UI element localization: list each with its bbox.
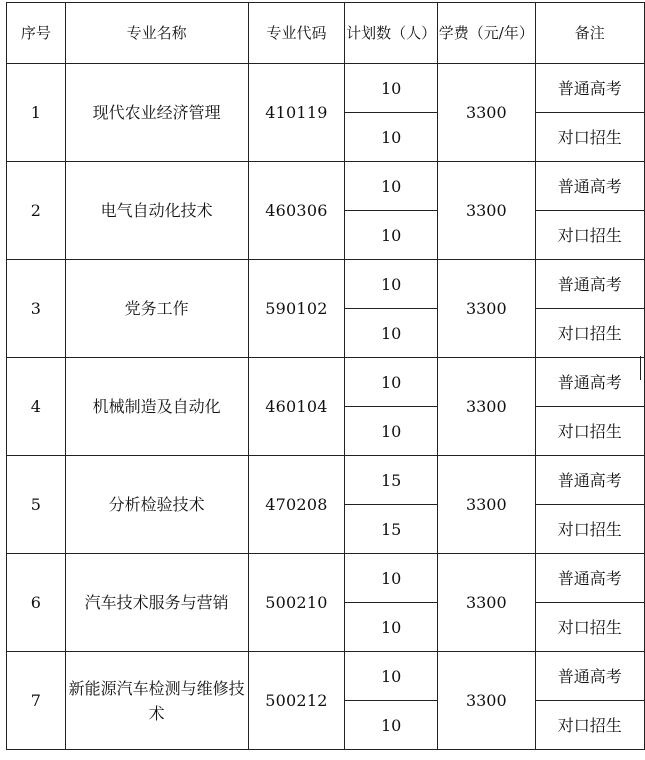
major-name: 机械制造及自动化 (65, 358, 248, 456)
admission-note: 普通高考 (535, 162, 644, 211)
tuition-fee: 3300 (438, 456, 536, 554)
major-name: 现代农业经济管理 (65, 64, 248, 162)
major-code: 470208 (248, 456, 345, 554)
major-code: 590102 (248, 260, 345, 358)
admission-note: 普通高考 (535, 260, 644, 309)
tuition-fee: 3300 (438, 260, 536, 358)
tuition-fee: 3300 (438, 652, 536, 750)
table-row (7, 358, 645, 407)
header-code: 专业代码 (248, 3, 345, 64)
table-row (7, 162, 645, 211)
major-code: 500212 (248, 652, 345, 750)
major-code: 500210 (248, 554, 345, 652)
table-row (7, 652, 645, 701)
header-fee: 学费（元/年） (438, 3, 536, 64)
edge-mark (640, 356, 641, 380)
major-code: 460104 (248, 358, 345, 456)
table-row (7, 64, 645, 113)
major-code: 460306 (248, 162, 345, 260)
admission-note: 普通高考 (535, 456, 644, 505)
major-name: 分析检验技术 (65, 456, 248, 554)
tuition-fee: 3300 (438, 358, 536, 456)
plan-count: 10 (345, 554, 438, 603)
table-row (7, 456, 645, 505)
tuition-fee: 3300 (438, 554, 536, 652)
table-row (7, 260, 645, 309)
plan-count: 10 (345, 358, 438, 407)
tuition-fee: 3300 (438, 64, 536, 162)
table-row (7, 554, 645, 603)
enrollment-table (6, 2, 645, 750)
admission-note: 普通高考 (535, 554, 644, 603)
row-number: 7 (7, 652, 66, 750)
row-number: 1 (7, 64, 66, 162)
plan-count: 15 (345, 456, 438, 505)
row-number: 6 (7, 554, 66, 652)
plan-count: 10 (345, 64, 438, 113)
plan-count: 15 (345, 505, 438, 554)
admission-note: 普通高考 (535, 64, 644, 113)
row-number: 3 (7, 260, 66, 358)
major-name: 新能源汽车检测与维修技术 (65, 652, 248, 750)
admission-note: 对口招生 (535, 701, 644, 750)
major-name: 汽车技术服务与营销 (65, 554, 248, 652)
admission-note: 对口招生 (535, 407, 644, 456)
major-name: 党务工作 (65, 260, 248, 358)
major-code: 410119 (248, 64, 345, 162)
admission-note: 对口招生 (535, 603, 644, 652)
admission-note: 对口招生 (535, 309, 644, 358)
plan-count: 10 (345, 652, 438, 701)
header-note: 备注 (535, 3, 644, 64)
plan-count: 10 (345, 260, 438, 309)
admission-note: 普通高考 (535, 358, 644, 407)
row-number: 2 (7, 162, 66, 260)
row-number: 4 (7, 358, 66, 456)
admission-note: 普通高考 (535, 652, 644, 701)
plan-count: 10 (345, 309, 438, 358)
major-name: 电气自动化技术 (65, 162, 248, 260)
plan-count: 10 (345, 407, 438, 456)
header-plan: 计划数（人） (345, 3, 438, 64)
plan-count: 10 (345, 701, 438, 750)
header-no: 序号 (7, 3, 66, 64)
plan-count: 10 (345, 603, 438, 652)
header-row (7, 3, 645, 64)
plan-count: 10 (345, 113, 438, 162)
plan-count: 10 (345, 162, 438, 211)
plan-count: 10 (345, 211, 438, 260)
admission-note: 对口招生 (535, 505, 644, 554)
admission-note: 对口招生 (535, 211, 644, 260)
row-number: 5 (7, 456, 66, 554)
header-name: 专业名称 (65, 3, 248, 64)
tuition-fee: 3300 (438, 162, 536, 260)
admission-note: 对口招生 (535, 113, 644, 162)
